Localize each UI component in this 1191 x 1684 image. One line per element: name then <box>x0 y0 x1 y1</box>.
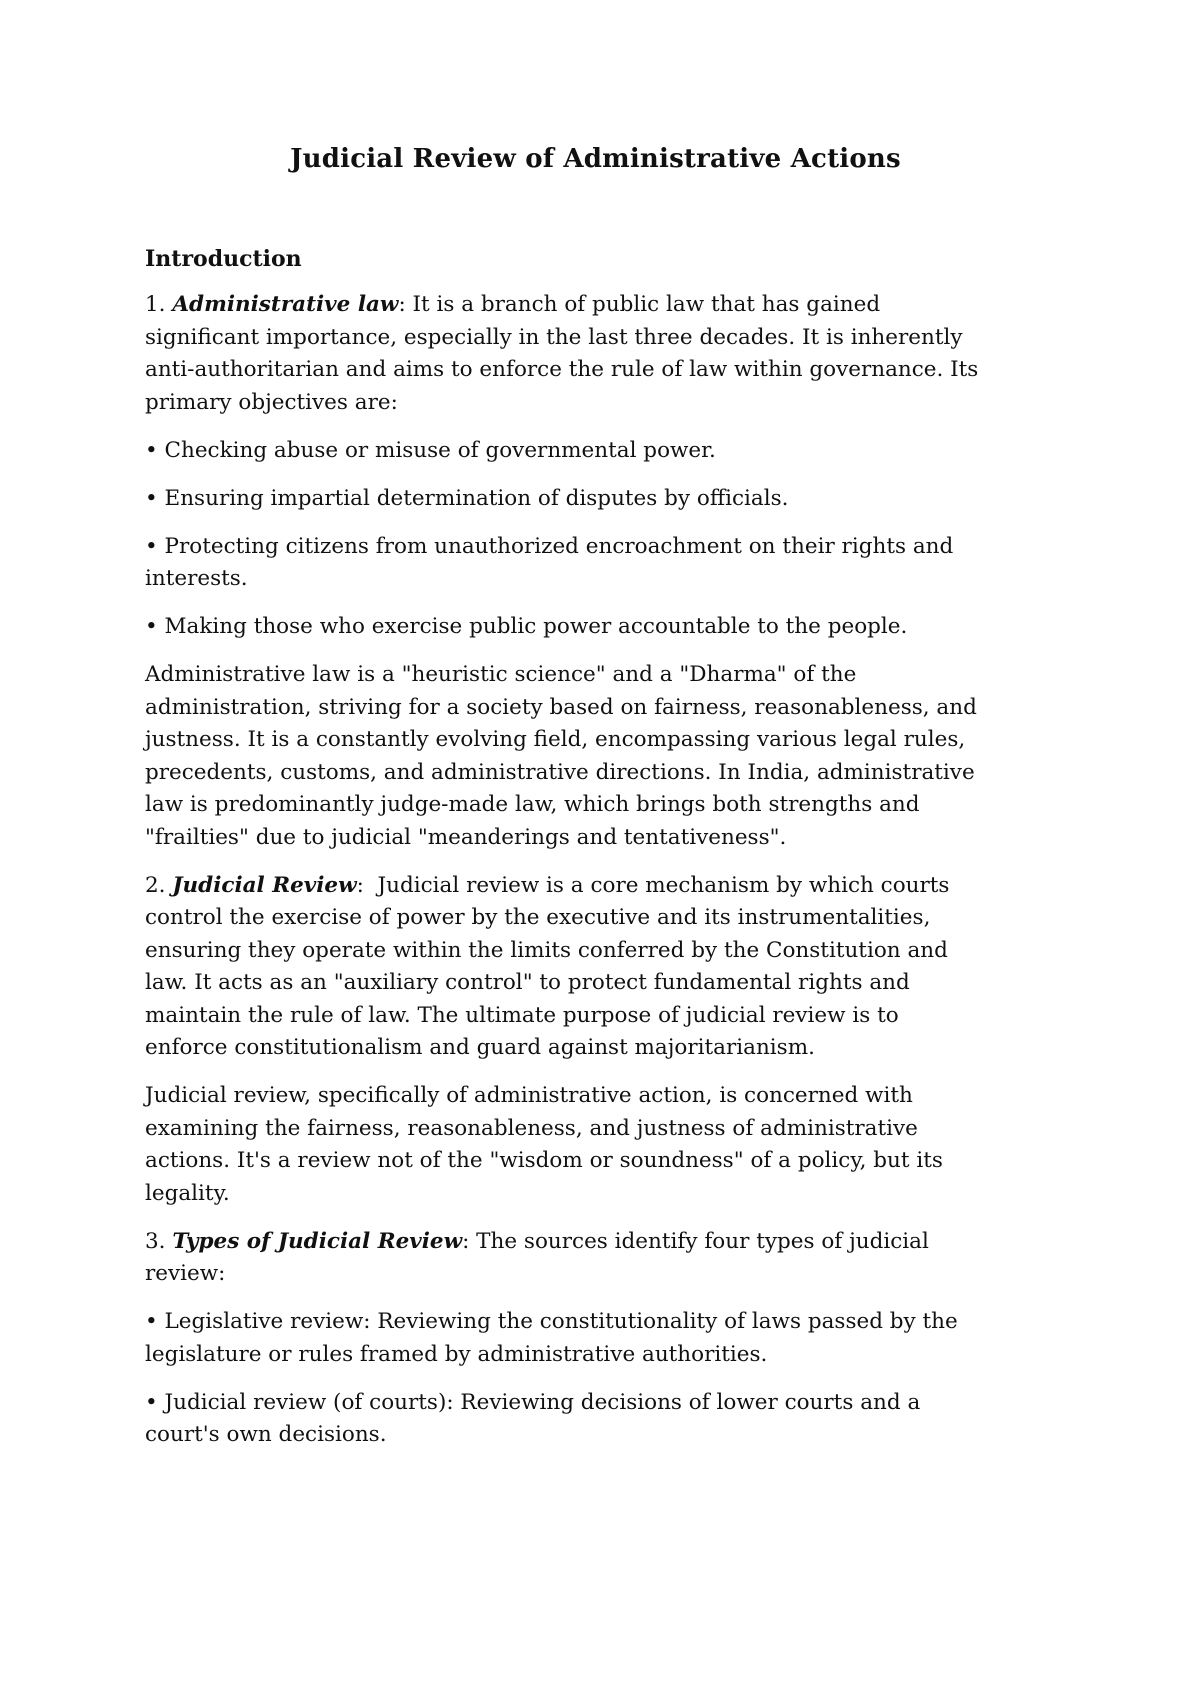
text-line: precedents, customs, and administrative directions. In India, administrative <box>145 759 975 785</box>
text-line: • Checking abuse or misuse of governmental power. <box>145 437 716 463</box>
text-line: • Protecting citizens from unauthorized encroachment on their rights and <box>145 533 954 559</box>
point-number: 1. <box>145 292 173 317</box>
paragraph-administrative-law <box>145 659 1065 854</box>
bullet-item <box>145 483 1065 516</box>
point-types-of-judicial-review <box>145 1226 1065 1291</box>
text-line: law. It acts as an "auxiliary control" to protect fundamental rights and <box>145 970 910 995</box>
text-line: maintain the rule of law. The ultimate purpose of judicial review is to <box>145 1002 899 1028</box>
text-line: • Judicial review (of courts): Reviewing decisions of lower courts and a <box>145 1389 921 1415</box>
point-text: : The sources identify four types of judicial <box>462 1228 929 1254</box>
point-text: : Judicial review is a core mechanism by which courts <box>356 872 950 898</box>
text-line: enforce constitutionalism and guard against majoritarianism. <box>145 1035 815 1060</box>
text-line: legality. <box>145 1180 230 1206</box>
text-line: primary objectives are: <box>145 389 398 415</box>
point-judicial-review <box>145 870 1065 1065</box>
point-administrative-law <box>145 289 1065 419</box>
point-text: : It is a branch of public law that has gained <box>398 292 881 317</box>
document-title: Judicial Review of Administrative Actions <box>290 144 901 174</box>
bullet-item <box>145 1306 1065 1371</box>
text-line: "frailties" due to judicial "meanderings and tentativeness". <box>145 824 787 850</box>
text-line: ensuring they operate within the limits conferred by the Constitution and <box>145 937 948 963</box>
text-line: Judicial review, specifically of administrative action, is concerned with <box>145 1083 913 1108</box>
text-line: control the exercise of power by the executive and its instrumentalities, <box>145 905 931 930</box>
point-term: Types of Judicial Review <box>172 1228 463 1254</box>
text-line: court's own decisions. <box>145 1422 387 1447</box>
text-line: significant importance, especially in the last three decades. It is inherently <box>145 324 963 350</box>
section-heading-introduction: Introduction <box>145 246 302 272</box>
point-first-line <box>145 870 1065 903</box>
text-line: • Making those who exercise public power accountable to the people. <box>145 614 908 639</box>
document-body <box>145 243 1065 1467</box>
text-line: review: <box>145 1261 226 1286</box>
text-line: legislature or rules framed by administrative authorities. <box>145 1341 768 1367</box>
text-line: justness. It is a constantly evolving field, encompassing various legal rules, <box>145 727 966 752</box>
bullet-item <box>145 611 1065 644</box>
text-line: • Legislative review: Reviewing the constitutionality of laws passed by the <box>145 1309 958 1334</box>
bullet-item <box>145 531 1065 596</box>
text-line: Administrative law is a "heuristic science" and a "Dharma" of the <box>145 662 857 687</box>
text-line: law is predominantly judge-made law, which brings both strengths and <box>145 792 920 817</box>
point-first-line <box>145 1226 1065 1259</box>
text-line: interests. <box>145 566 248 591</box>
bullet-item <box>145 435 1065 468</box>
text-line: • Ensuring impartial determination of disputes by officials. <box>145 485 789 511</box>
paragraph-judicial-review-admin <box>145 1080 1065 1210</box>
point-term: Judicial Review <box>172 872 357 898</box>
text-line: actions. It's a review not of the "wisdom or soundness" of a policy, but its <box>145 1148 943 1173</box>
point-number: 3. <box>145 1228 173 1254</box>
text-line: administration, striving for a society based on fairness, reasonableness, and <box>145 694 977 720</box>
point-first-line <box>145 289 1065 322</box>
point-number: 2. <box>145 872 173 898</box>
text-line: examining the fairness, reasonableness, and justness of administrative <box>145 1115 918 1141</box>
point-term: Administrative law <box>172 292 399 317</box>
bullet-item <box>145 1387 1065 1452</box>
text-line: anti-authoritarian and aims to enforce the rule of law within governance. Its <box>145 357 979 382</box>
